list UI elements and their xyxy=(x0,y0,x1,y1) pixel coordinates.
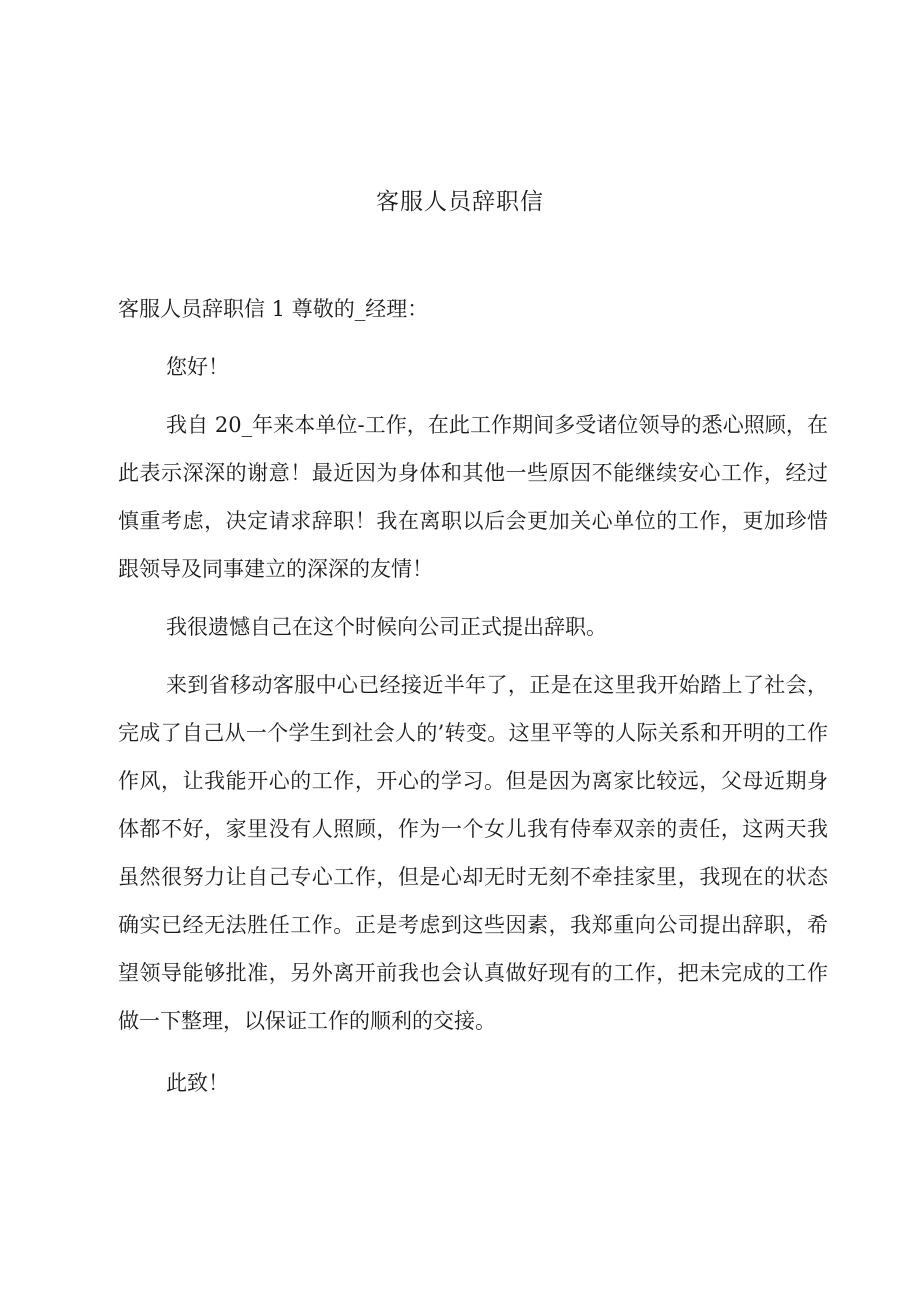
paragraph-3: 来到省移动客服中心已经接近半年了，正是在这里我开始踏上了社会，完成了自己从一个学生到社会人的’转变。这里平等的人际关系和开明的工作作风，让我能开心的工作，开心的学习。但是因为离家比较远，父母近期身体都不好，家里没有人照顾，作为一个女儿我有侍奉双亲的责任，这两天我虽然很努力让自己专心工作，但是心却无时无刻不牵挂家里，我现在的状态确实已经无法胜任工作。正是考虑到这些因素，我郑重向公司提出辞职，希望领导能够批准，另外离开前我也会认真做好现有的工作，把未完成的工作做一下整理，以保证工作的顺利的交接。 xyxy=(118,673,828,1033)
document-title: 客服人员辞职信 xyxy=(376,189,544,215)
greeting: 您好！ xyxy=(166,355,229,379)
salutation: 客服人员辞职信 1 尊敬的_经理： xyxy=(118,297,429,321)
paragraph-1: 我自 20_年来本单位-工作，在此工作期间多受诸位领导的悉心照顾，在此表示深深的谢意！最近因为身体和其他一些原因不能继续安心工作，经过慎重考虑，决定请求辞职！我在离职以后会更加关心单位的工作，更加珍惜跟领导及同事建立的深深的友情！ xyxy=(118,413,828,581)
document-body xyxy=(118,285,828,1107)
paragraph-2: 我很遗憾自己在这个时候向公司正式提出辞职。 xyxy=(166,615,607,639)
closing: 此致！ xyxy=(166,1071,229,1095)
